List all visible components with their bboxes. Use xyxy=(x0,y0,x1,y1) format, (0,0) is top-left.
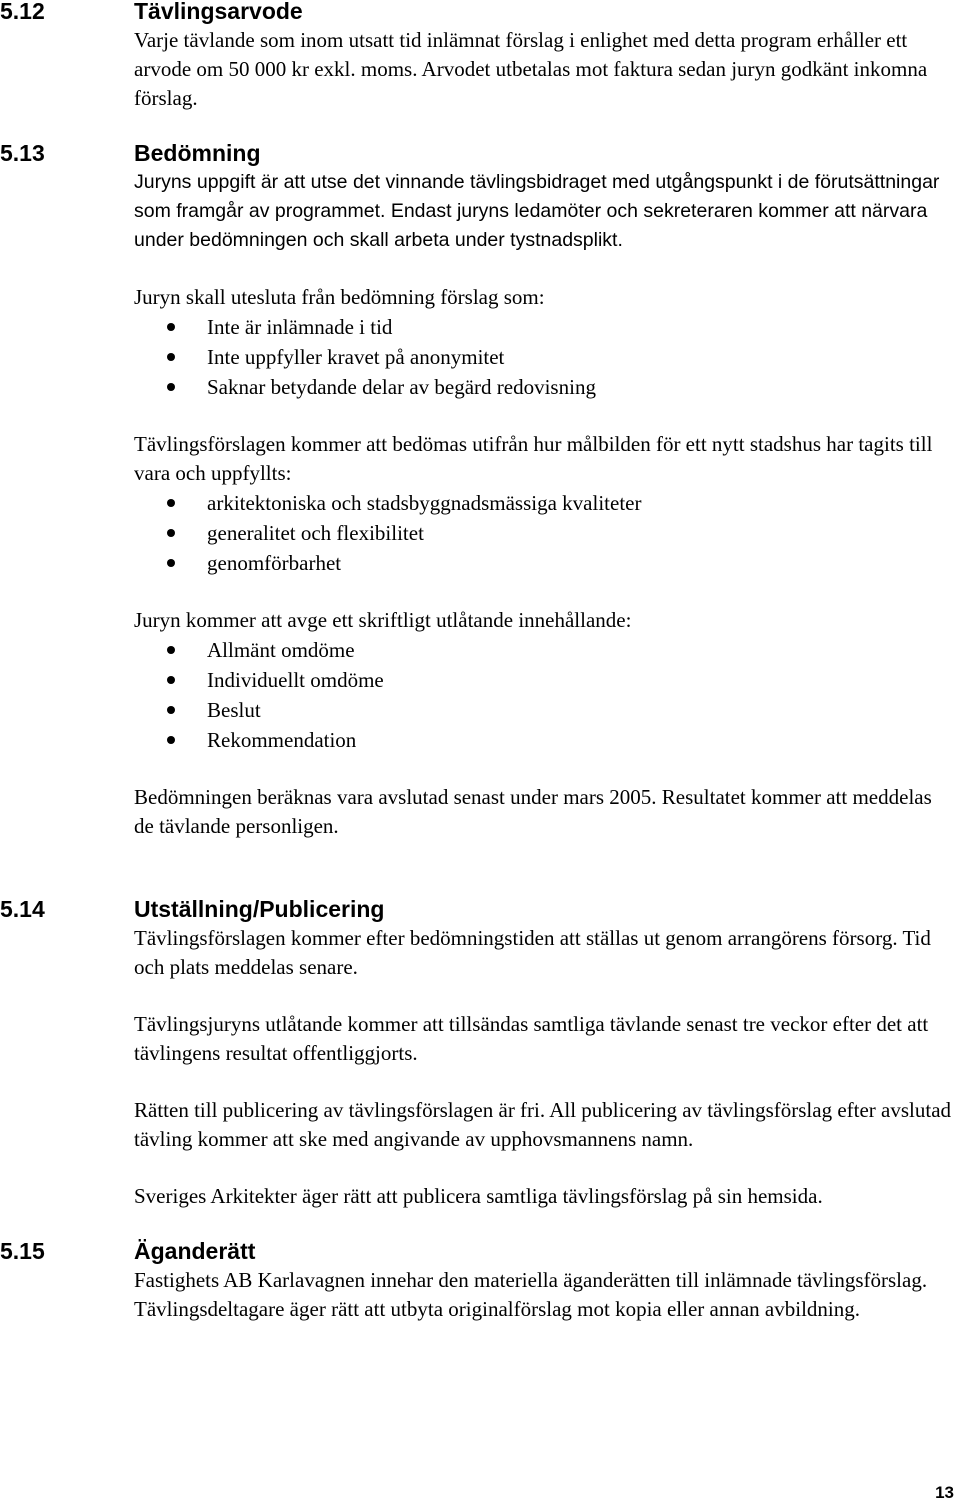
paragraph: Rätten till publicering av tävlingsförslagen är fri. All publicering av tävlingsförslag efter avslutad tävling kommer att ske med angivande av upphovsmannens namn. xyxy=(134,1098,952,1151)
bullet-icon xyxy=(167,529,175,537)
section-body xyxy=(134,924,954,1211)
list-item-text: Allmänt omdöme xyxy=(207,638,355,662)
section-number: 5.15 xyxy=(0,1238,45,1264)
list-item xyxy=(134,695,954,725)
paragraph: Varje tävlande som inom utsatt tid inlämnat förslag i enlighet med detta program erhåller ett arvode om 50 000 kr exkl. moms. Arvodet utbetalas mot faktura sedan juryn godkänt inkomna förslag. xyxy=(134,28,928,110)
section-heading xyxy=(0,894,960,924)
criteria-list xyxy=(134,488,954,578)
bullet-icon xyxy=(167,559,175,567)
paragraph: Tävlingsjuryns utlåtande kommer att tillsändas samtliga tävlande senast tre veckor efter det att tävlingens resultat offentliggjorts. xyxy=(134,1012,929,1065)
section-heading xyxy=(0,1236,960,1266)
intro-sans-text: Endast juryns ledamöter och sekreteraren kommer att närvara under bedömningen och skall arbeta under tystnadsplikt. xyxy=(134,200,928,251)
bullet-icon xyxy=(167,323,175,331)
paragraph: Fastighets AB Karlavagnen innehar den materiella äganderätten till inlämnade tävlingsförslag. Tävlingsdeltagare äger rätt att utbyta originalförslag mot kopia eller annan avbildning. xyxy=(134,1268,928,1321)
list-item xyxy=(134,342,954,372)
exclusion-intro: Juryn skall utesluta från bedömning förslag som: xyxy=(134,285,545,309)
list-item xyxy=(134,635,954,665)
list-item-text: genomförbarhet xyxy=(207,551,342,575)
list-item-text: Beslut xyxy=(207,698,261,722)
paragraph: Tävlingsförslagen kommer efter bedömningstiden att ställas ut genom arrangörens försorg. Tid och plats meddelas senare. xyxy=(134,926,931,979)
section-title: Bedömning xyxy=(134,140,261,166)
list-item xyxy=(134,725,954,755)
bullet-icon xyxy=(167,676,175,684)
list-item xyxy=(134,518,954,548)
criteria-intro: Tävlingsförslagen kommer att bedömas utifrån hur målbilden för ett nytt stadshus har tagits till vara och uppfyllts: xyxy=(134,432,933,485)
list-item-text: generalitet och flexibilitet xyxy=(207,521,424,545)
section-body xyxy=(134,26,954,113)
section-title: Utställning/Publicering xyxy=(134,896,385,922)
bullet-icon xyxy=(167,736,175,744)
section-body xyxy=(134,168,954,841)
section-5-13 xyxy=(0,138,960,841)
list-item xyxy=(134,488,954,518)
list-item-text: arkitektoniska och stadsbyggnadsmässiga kvaliteter xyxy=(207,491,642,515)
bullet-icon xyxy=(167,706,175,714)
list-item xyxy=(134,372,954,402)
paragraph-intro xyxy=(134,168,954,255)
list-item-text: Individuellt omdöme xyxy=(207,668,384,692)
bullet-icon xyxy=(167,353,175,361)
list-item-text: Inte uppfyller kravet på anonymitet xyxy=(207,345,505,369)
list-item xyxy=(134,312,954,342)
list-item-text: Inte är inlämnade i tid xyxy=(207,315,393,339)
page-number: 13 xyxy=(935,1483,954,1502)
intro-serif-text: Juryns uppgift är att utse det vinnande tävlingsbidraget med utgångspunkt i de förutsättningar som framgår av programmet. xyxy=(134,171,940,222)
bullet-icon xyxy=(167,383,175,391)
section-title: Tävlingsarvode xyxy=(134,0,303,24)
list-item-text: Rekommendation xyxy=(207,728,357,752)
bullet-icon xyxy=(167,499,175,507)
statement-list xyxy=(134,635,954,755)
section-number: 5.12 xyxy=(0,0,45,24)
list-item xyxy=(134,665,954,695)
section-5-15 xyxy=(0,1236,960,1324)
bullet-icon xyxy=(167,646,175,654)
exclusion-list xyxy=(134,312,954,402)
paragraph: Sveriges Arkitekter äger rätt att publicera samtliga tävlingsförslag på sin hemsida. xyxy=(134,1184,823,1208)
list-item-text: Saknar betydande delar av begärd redovisning xyxy=(207,375,596,399)
section-5-14 xyxy=(0,894,960,1211)
section-title: Äganderätt xyxy=(134,1238,256,1264)
section-number: 5.14 xyxy=(0,896,45,922)
section-number: 5.13 xyxy=(0,140,45,166)
section-body xyxy=(134,1266,954,1324)
statement-intro: Juryn kommer att avge ett skriftligt utlåtande innehållande: xyxy=(134,608,632,632)
section-5-12 xyxy=(0,0,960,113)
closing-paragraph: Bedömningen beräknas vara avslutad senast under mars 2005. Resultatet kommer att meddelas de tävlande personligen. xyxy=(134,785,932,838)
section-heading xyxy=(0,138,960,168)
list-item xyxy=(134,548,954,578)
section-heading xyxy=(0,0,960,26)
